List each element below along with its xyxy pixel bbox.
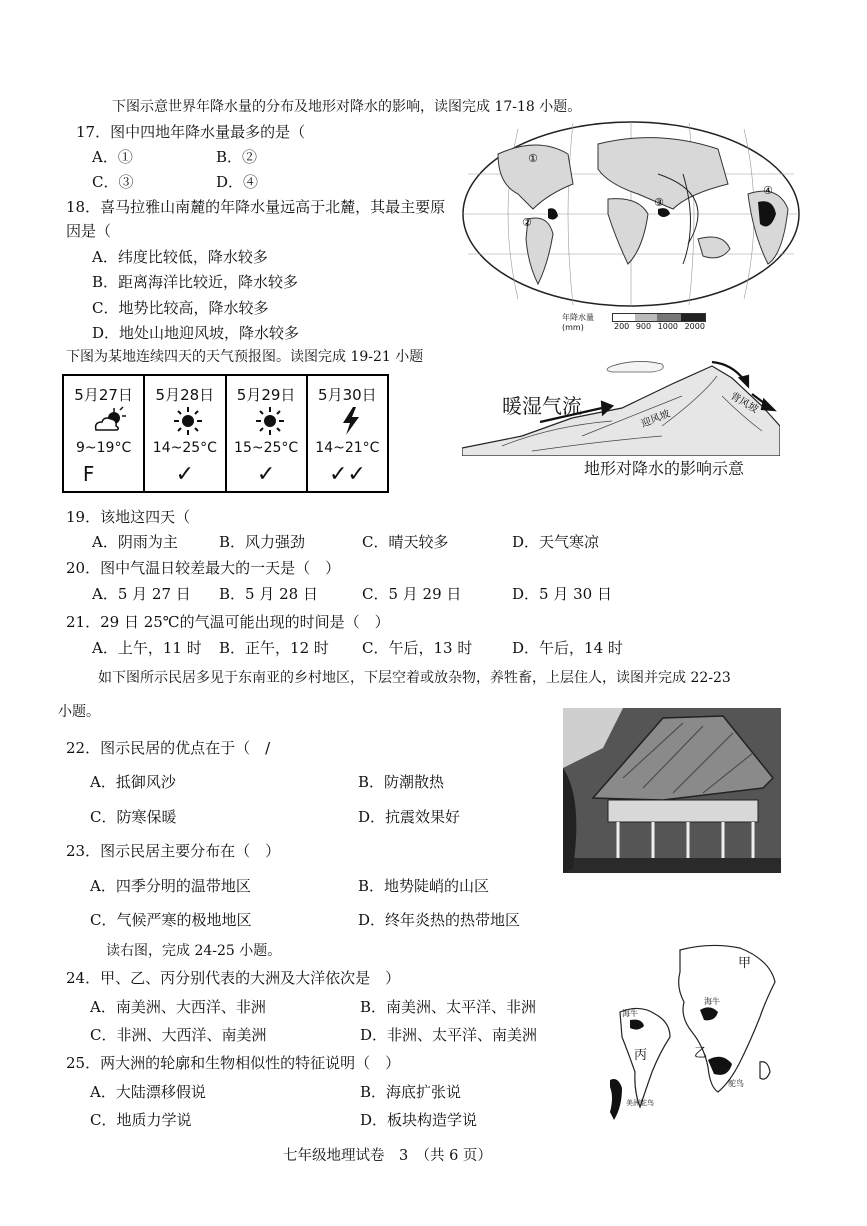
map-marker-4: ④ <box>763 184 773 197</box>
q20-option-a[interactable]: A．5 月 27 日 <box>92 585 191 603</box>
q22-option-b[interactable]: B．防潮散热 <box>358 773 445 791</box>
q21-option-c[interactable]: C．午后，13 时 <box>362 639 473 657</box>
q24-option-c[interactable]: C．非洲、大西洋、南美洲 <box>90 1026 267 1044</box>
sun-icon <box>173 406 203 436</box>
q22-option-d[interactable]: D．抗震效果好 <box>358 808 461 826</box>
q23-option-d[interactable]: D．终年炎热的热带地区 <box>358 911 521 929</box>
continent-fossil-map <box>600 942 790 1132</box>
weather-day-4 <box>308 376 387 491</box>
q17-option-d[interactable]: D．④ <box>216 173 259 191</box>
question-21: 21．29 日 25℃的气温可能出现的时间是（ ） <box>66 613 390 631</box>
question-17: 17．图中四地年降水量最多的是（ <box>76 123 306 141</box>
q25-option-d[interactable]: D．板块构造学说 <box>360 1111 478 1129</box>
q25-option-b[interactable]: B．海底扩张说 <box>360 1083 462 1101</box>
page-footer: 七年级地理试卷 3 （共 6 页） <box>283 1148 492 1164</box>
q25-option-c[interactable]: C．地质力学说 <box>90 1111 192 1129</box>
q18-option-b[interactable]: B．距离海洋比较近，降水较多 <box>92 273 299 291</box>
intro-17-18: 下图示意世界年降水量的分布及地形对降水的影响，读图完成 17-18 小题。 <box>112 99 582 115</box>
sun-icon <box>255 406 285 436</box>
weather-mark: ✓ <box>175 462 195 487</box>
map-marker-1: ① <box>528 152 538 165</box>
weather-temp: 14~25°C <box>152 440 217 456</box>
q17-option-a[interactable]: A．① <box>92 148 133 166</box>
label-ostrich: 鸵鸟 <box>728 1079 744 1088</box>
intro-22-23: 如下图所示民居多见于东南亚的乡村地区，下层空着或放杂物，养牲畜，上层住人，读图并完成 22-23 <box>98 670 731 686</box>
weather-day-1 <box>64 376 145 491</box>
question-18: 18．喜马拉雅山南麓的年降水量远高于北麓，其最主要原 <box>66 198 446 216</box>
question-24: 24．甲、乙、丙分别代表的大洲及大洋依次是 ） <box>66 969 401 987</box>
q20-option-b[interactable]: B．5 月 28 日 <box>219 585 318 603</box>
weather-date: 5月30日 <box>318 386 377 404</box>
map-legend-values: 200 900 1000 2000 <box>614 322 705 331</box>
weather-date: 5月28日 <box>155 386 215 404</box>
label-rhea: 美洲鸵鸟 <box>626 1099 654 1107</box>
question-19: 19．该地这四天（ <box>66 508 191 526</box>
q17-option-b[interactable]: B．② <box>216 148 258 166</box>
weather-date: 5月27日 <box>74 386 133 404</box>
q23-option-c[interactable]: C．气候严寒的极地地区 <box>90 911 252 929</box>
stilt-house-photo <box>563 708 781 873</box>
q24-option-d[interactable]: D．非洲、太平洋、南美洲 <box>360 1026 538 1044</box>
q20-option-c[interactable]: C．5 月 29 日 <box>362 585 462 603</box>
q22-option-a[interactable]: A．抵御风沙 <box>90 773 176 791</box>
terrain-precipitation-figure <box>462 356 780 476</box>
map-legend-unit: (mm) <box>562 323 584 332</box>
question-22: 22．图示民居的优点在于（ / <box>66 739 271 757</box>
q18-option-d[interactable]: D．地处山地迎风坡，降水较多 <box>92 324 300 342</box>
terrain-caption: 地形对降水的影响示意 <box>584 459 745 478</box>
q22-option-c[interactable]: C．防寒保暖 <box>90 808 177 826</box>
q23-option-a[interactable]: A．四季分明的温带地区 <box>90 877 251 895</box>
map-legend <box>562 312 594 332</box>
question-20: 20．图中气温日较差最大的一天是（ ） <box>66 559 341 577</box>
weather-date: 5月29日 <box>236 386 296 404</box>
weather-day-2 <box>145 376 226 491</box>
question-23: 23．图示民居主要分布在（ ） <box>66 842 281 860</box>
label-hainiu-africa: 海牛 <box>704 997 720 1006</box>
question-25: 25．两大洲的轮廓和生物相似性的特征说明（ ） <box>66 1054 401 1072</box>
q21-option-a[interactable]: A．上午，11 时 <box>92 639 202 657</box>
leeward-slope-label: 背风坡 <box>728 390 760 416</box>
map-marker-3: ③ <box>654 196 664 209</box>
map-marker-2: ② <box>522 216 532 229</box>
q23-option-b[interactable]: B．地势陡峭的山区 <box>358 877 490 895</box>
q19-option-c[interactable]: C．晴天较多 <box>362 533 449 551</box>
q24-option-a[interactable]: A．南美洲、大西洋、非洲 <box>90 998 266 1016</box>
weather-temp: 14~21°C <box>315 440 380 456</box>
weather-day-3 <box>227 376 308 491</box>
label-bing: 丙 <box>634 1048 648 1063</box>
q19-option-d[interactable]: D．天气寒凉 <box>512 533 600 551</box>
q18-option-a[interactable]: A．纬度比较低，降水较多 <box>92 248 268 266</box>
q19-option-b[interactable]: B．风力强劲 <box>219 533 306 551</box>
q25-option-a[interactable]: A．大陆漂移假说 <box>90 1083 206 1101</box>
weather-mark: ✓ <box>256 462 276 487</box>
q21-option-d[interactable]: D．午后，14 时 <box>512 639 623 657</box>
label-yi: 乙 <box>694 1046 708 1061</box>
weather-mark: ✓✓ <box>328 462 366 487</box>
q19-option-a[interactable]: A．阴雨为主 <box>92 533 178 551</box>
q24-option-b[interactable]: B．南美洲、太平洋、非洲 <box>360 998 537 1016</box>
question-18-line2: 因是（ <box>66 222 112 240</box>
intro-19-21: 下图为某地连续四天的天气预报图。读图完成 19-21 小题 <box>66 349 424 365</box>
weather-forecast-table <box>62 374 389 493</box>
q21-option-b[interactable]: B．正午，12 时 <box>219 639 329 657</box>
airflow-label: 暖湿气流 <box>502 394 582 418</box>
world-precipitation-map <box>458 114 804 332</box>
thunder-icon <box>336 406 366 436</box>
q17-option-c[interactable]: C．③ <box>92 173 134 191</box>
q18-option-c[interactable]: C．地势比较高，降水较多 <box>92 299 269 317</box>
weather-mark: F <box>82 462 95 486</box>
weather-temp: 9~19°C <box>76 440 132 456</box>
weather-temp: 15~25°C <box>234 440 299 456</box>
map-legend-bar <box>612 313 706 322</box>
intro-24-25: 读右图，完成 24-25 小题。 <box>106 943 282 959</box>
windward-slope-label: 迎风坡 <box>639 408 672 431</box>
partly-cloudy-icon <box>92 406 126 434</box>
label-hainiu-america: 海牛 <box>622 1009 638 1018</box>
q20-option-d[interactable]: D．5 月 30 日 <box>512 585 612 603</box>
map-legend-title: 年降水量 <box>562 313 594 322</box>
intro-22-23-line2: 小题。 <box>58 704 100 720</box>
label-jia: 甲 <box>738 956 752 971</box>
